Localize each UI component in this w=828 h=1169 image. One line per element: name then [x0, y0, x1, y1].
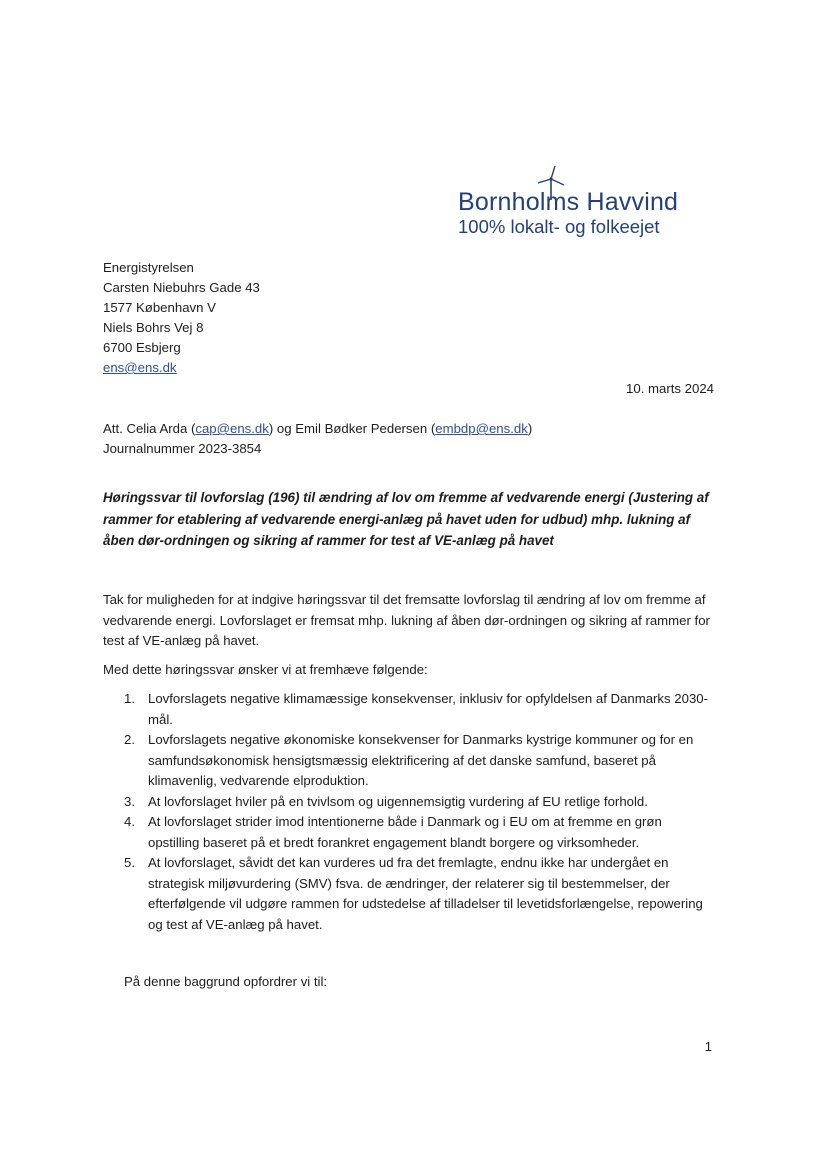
intro-paragraph: Tak for muligheden for at indgive høringssvar til det fremsatte lovforslag til ændring af lov om fremme af vedvarende energi. Lovforslaget er fremsat mhp. lukning af åben dør-ordningen og sikring af rammer for test af VE-anlæg på havet. — [103, 592, 710, 648]
logo-tagline: 100% lokalt- og folkeejet — [458, 216, 660, 237]
list-item — [103, 812, 713, 853]
points-lead: Med dette høringssvar ønsker vi at fremhæve følgende: — [103, 662, 428, 677]
list-item-text: At lovforslaget hviler på en tvivlsom og uigennemsigtig vurdering af EU retlige forhold. — [148, 793, 648, 809]
points-list — [103, 689, 713, 935]
page-number: 1 — [704, 1039, 712, 1054]
list-item-text: At lovforslaget strider imod intentionerne både i Danmark og i EU om at fremme en grøn opstilling baseret på et bredt forankret engagement blandt borgere og virksomheder. — [148, 814, 662, 850]
recipient-line: 6700 Esbjerg — [103, 340, 181, 355]
list-item-text: Lovforslagets negative økonomiske konsekvenser for Danmarks kystrige kommuner og for en samfundsøkonomisk hensigtsmæssig elektrificering af det danske samfund, baseret på klimavenlig, vedvarende elproduktion. — [148, 732, 694, 788]
closing-line: På denne baggrund opfordrer vi til: — [124, 974, 328, 989]
contact-email-link-1[interactable]: cap@ens.dk — [195, 421, 269, 436]
recipient-line: Energistyrelsen — [103, 260, 194, 275]
recipient-line: Niels Bohrs Vej 8 — [103, 320, 204, 335]
recipient-line: 1577 København V — [103, 300, 216, 315]
list-item-number: 3. — [124, 793, 135, 809]
list-item-number: 4. — [124, 814, 135, 829]
list-item — [103, 853, 713, 935]
contact-email-link-2[interactable]: embdp@ens.dk — [435, 421, 528, 436]
letter-date: 10. marts 2024 — [626, 381, 714, 396]
attention-suffix: ) — [527, 421, 533, 436]
list-item — [103, 792, 713, 813]
letter-subject: Høringssvar til lovforslag (196) til ændring af lov om fremme af vedvarende energi (Justering af rammer for etablering af vedvarende energi-anlæg på havet uden for udbud) mhp. lukning af åben dør-ordningen og sikring af rammer for test af VE-anlæg på havet — [103, 490, 709, 548]
list-item-number: 1. — [124, 691, 135, 706]
list-item-number: 2. — [124, 732, 135, 747]
list-item — [103, 689, 713, 730]
list-item-text: At lovforslaget, såvidt det kan vurderes ud fra det fremlagte, endnu ikke har undergået en strategisk miljøvurdering (SMV) fsva. de ændringer, der relaterer sig til bestemmelser, der efterfølgende vil udgøre rammen for udstedelse af tilladelser til levetidsforlængelse, repowering og test af VE-anlæg på havet. — [148, 855, 703, 932]
attention-prefix: Att. Celia Arda ( — [103, 421, 196, 436]
attention-line — [103, 419, 532, 439]
list-item-text: Lovforslagets negative klimamæssige konsekvenser, inklusiv for opfyldelsen af Danmarks 2030-mål. — [148, 691, 709, 727]
recipient-email-link[interactable]: ens@ens.dk — [103, 360, 177, 375]
recipient-line: Carsten Niebuhrs Gade 43 — [103, 280, 260, 295]
attention-middle: ) og Emil Bødker Pedersen ( — [268, 421, 436, 436]
logo-name: Bornholms Havvind — [458, 188, 679, 216]
list-item-number: 5. — [124, 855, 135, 870]
company-logo — [458, 166, 708, 240]
list-item — [103, 730, 713, 792]
journal-number: Journalnummer 2023-3854 — [103, 441, 262, 456]
